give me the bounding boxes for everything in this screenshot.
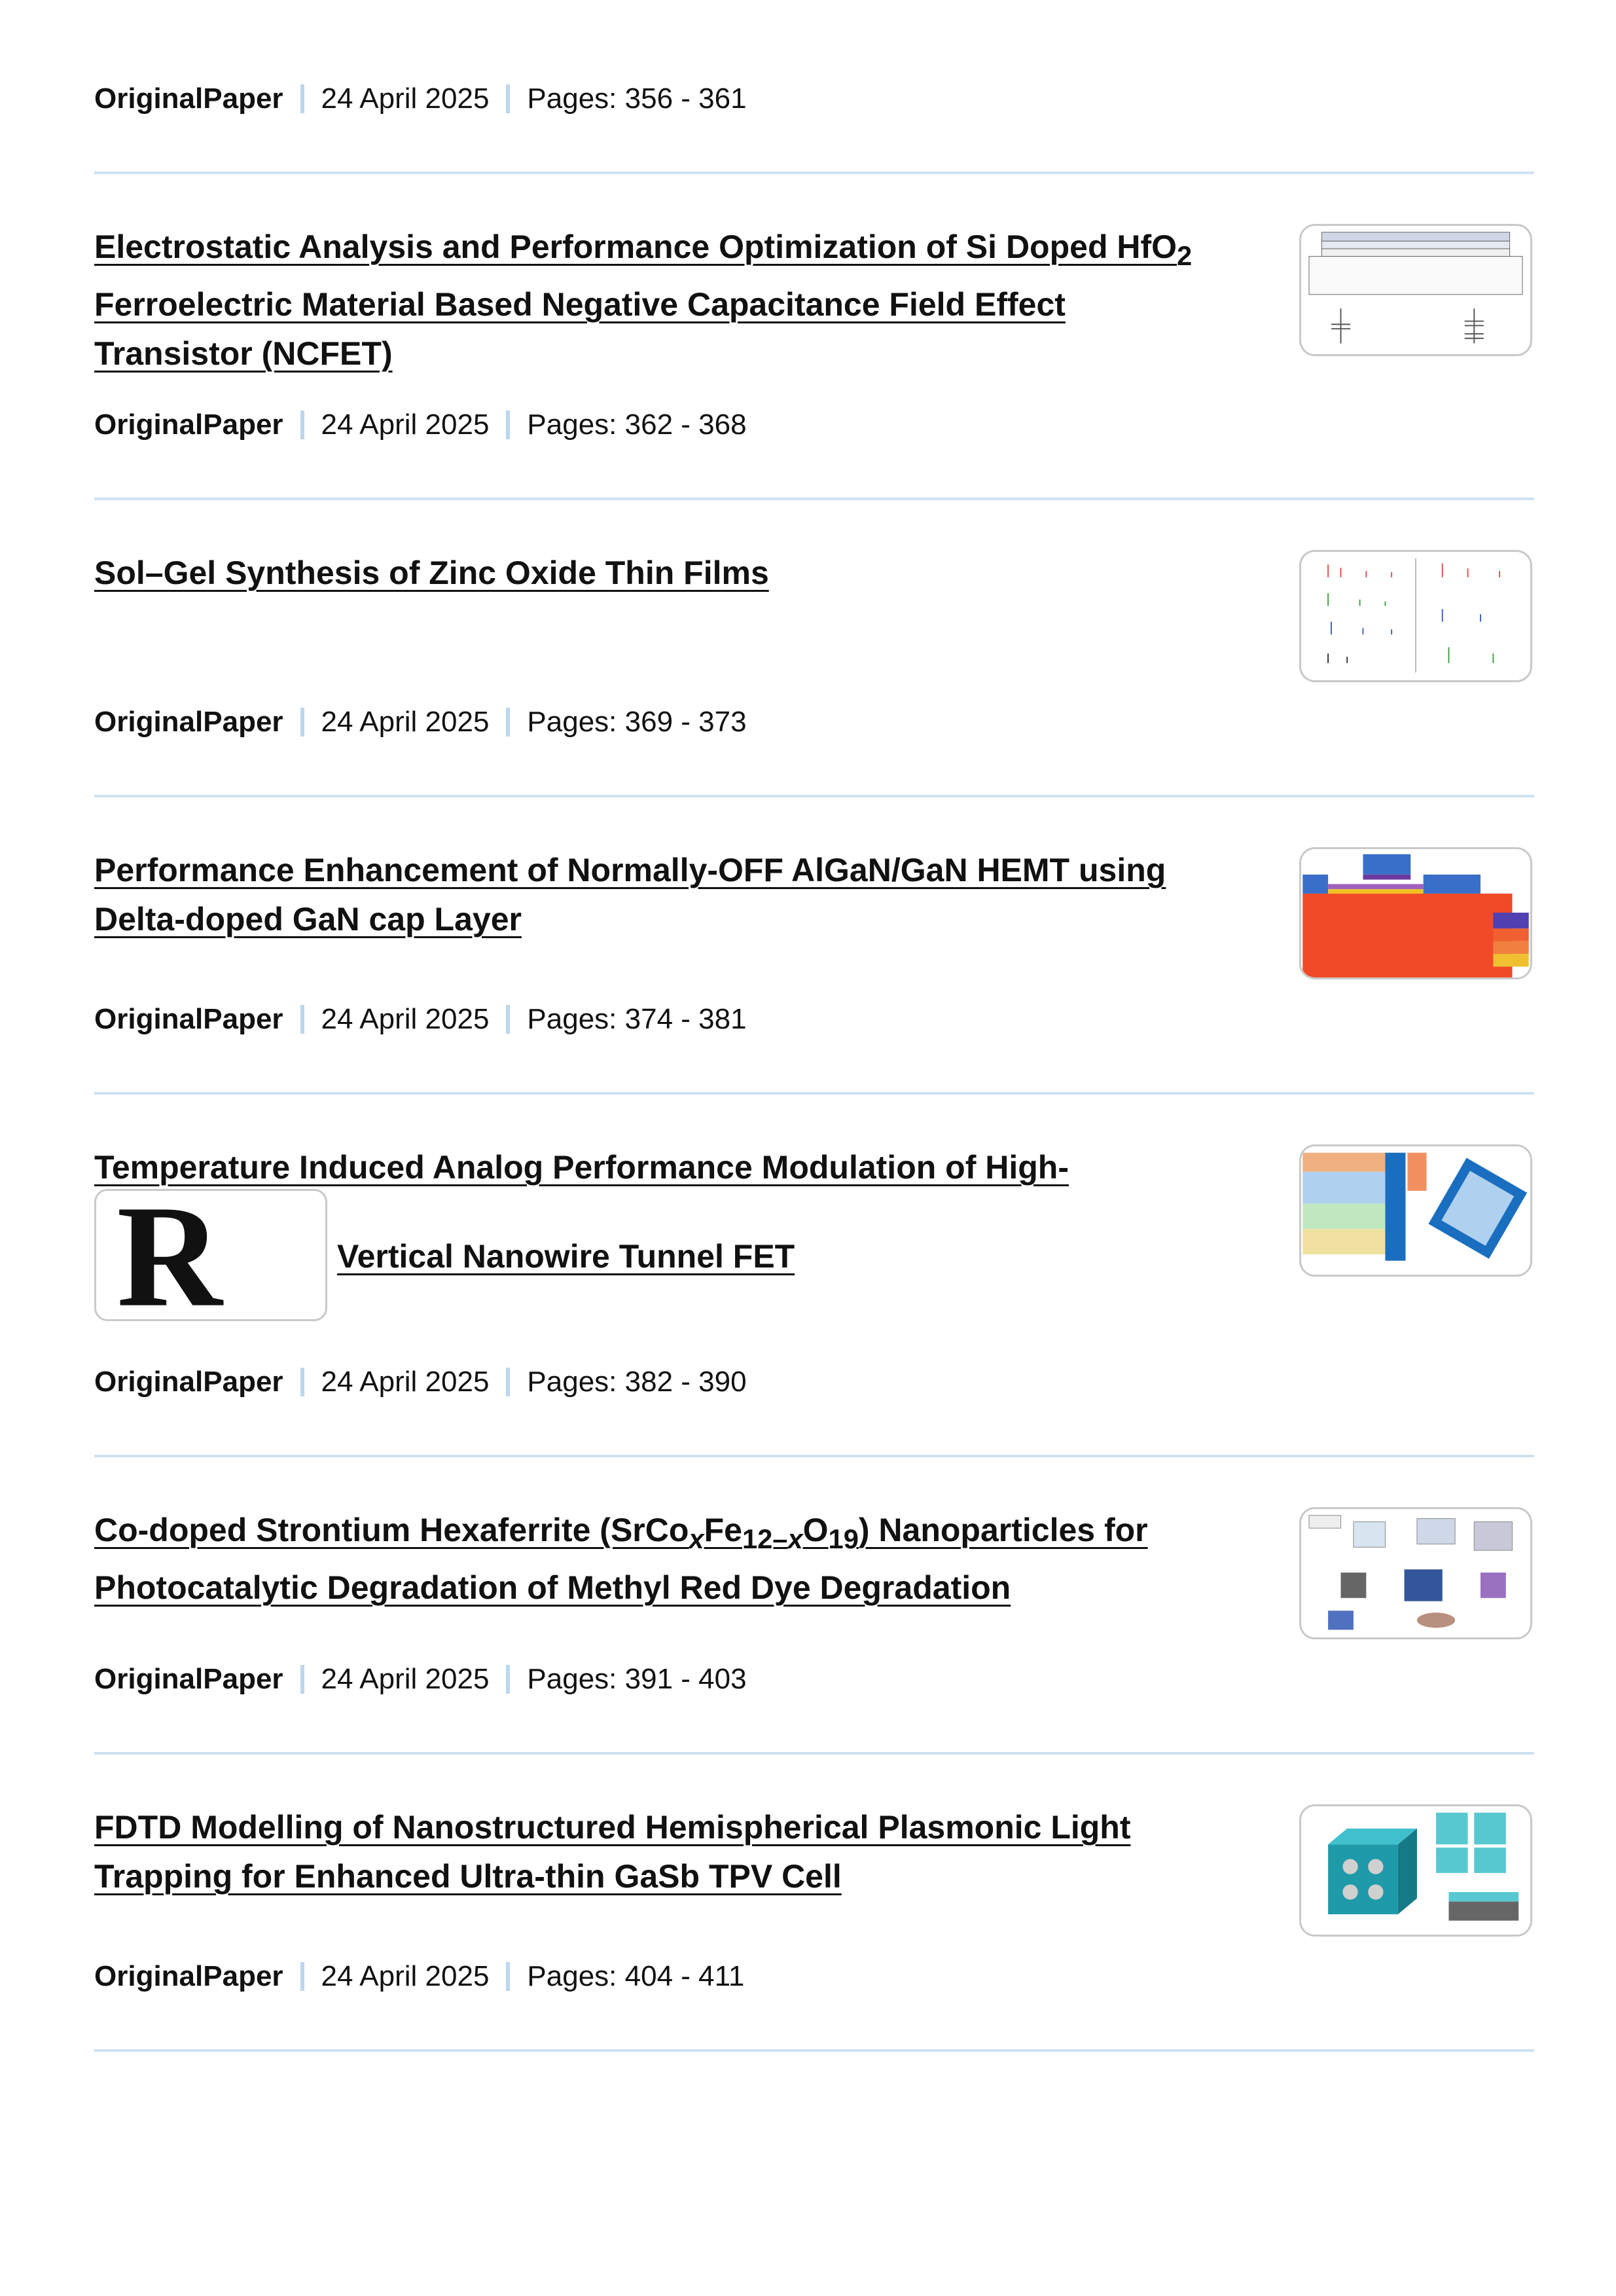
article-pages: Pages: 382 - 390 [527,1366,747,1398]
article-pages: Pages: 369 - 373 [527,706,747,738]
article-thumbnail[interactable] [1299,1804,1532,1937]
title-line-2: Trapping for Enhanced Ultra-thin GaSb TPV Cell [94,1858,842,1895]
divider [94,172,1534,174]
article-thumbnail[interactable] [1299,1507,1532,1639]
article-title [94,549,1194,598]
article-thumbnail[interactable] [1299,550,1532,682]
title-line-1: Performance Enhancement of Normally-OFF AlGaN/GaN HEMT using [94,852,1166,888]
article-title [94,1803,1194,1901]
divider [94,2049,1534,2052]
article-title-link[interactable]: Co-doped Strontium Hexaferrite $(SrCo_xFe_{12-x}O_{19})$ Nanoparticles for Photocatalytic Degradation of Methyl Red Dye Degradation [94,1512,1148,1606]
article-title [94,1143,1194,1192]
separator [506,84,510,113]
separator [506,1368,510,1396]
article-meta [94,1663,747,1696]
article-date: 24 April 2025 [321,409,490,441]
separator [300,410,304,439]
separator [506,1962,510,1991]
divider [94,1455,1534,1457]
divider [94,795,1534,797]
article-title-link[interactable]: Electrostatic Analysis and Performance Optimization of Si Doped HfO$_2$ Ferroelectric Material Based Negative Capacitance Field Effect Transistor (NCFET) [94,228,1193,372]
article-title-link-2[interactable]: Vertical Nanowire Tunnel FET [337,1238,795,1275]
hemt-structure-image [1301,849,1530,977]
article-date: 24 April 2025 [321,1663,490,1695]
article-date: 24 April 2025 [321,1003,490,1035]
plasmonic-cell-image [1301,1806,1530,1935]
r-letter-icon [96,1191,325,1319]
article-title-link[interactable]: Sol–Gel Synthesis of Zinc Oxide Thin Films [94,555,769,591]
article-pages: Pages: 374 - 381 [527,1003,747,1035]
article-pages: Pages: 404 - 411 [527,1960,745,1992]
article-type: OriginalPaper [94,409,283,441]
nanowire-tfet-image [1301,1146,1530,1275]
article-meta [94,706,747,738]
divider [94,1752,1534,1755]
separator [506,1665,510,1694]
article-thumbnail[interactable] [1299,224,1532,356]
article-type: OriginalPaper [94,706,283,738]
article-title-continued [337,1232,1188,1281]
article-type: OriginalPaper [94,1366,283,1398]
article-thumbnail[interactable] [1299,1144,1532,1277]
article-pages: Pages: 356 - 361 [527,82,747,115]
article-date: 24 April 2025 [321,82,490,115]
article-title [94,223,1194,378]
article-date: 24 April 2025 [321,1960,490,1992]
article-meta [94,409,747,441]
article-date: 24 April 2025 [321,1366,490,1398]
article-title-link[interactable] [94,852,1166,938]
ncfet-structure-image [1301,226,1530,354]
separator [506,708,510,737]
article-type: OriginalPaper [94,1663,283,1695]
article-title [94,846,1194,944]
article-type: OriginalPaper [94,1960,283,1992]
article-title-link[interactable]: Temperature Induced Analog Performance Modulation of High- [94,1149,1069,1186]
article-meta [94,82,747,115]
title-line-2: Delta-doped GaN cap Layer [94,901,522,938]
article-pages: Pages: 362 - 368 [527,409,747,441]
divider [94,1092,1534,1095]
broken-image-logo [94,1189,327,1321]
article-type: OriginalPaper [94,1003,283,1035]
article-meta [94,1366,747,1398]
synthesis-process-image [1301,1509,1530,1637]
separator [506,1005,510,1034]
separator [300,1005,304,1034]
xrd-spectra-image [1301,552,1530,680]
article-meta [94,1003,747,1036]
article-title [94,1506,1194,1613]
separator [300,84,304,113]
separator [300,708,304,737]
article-title-link[interactable] [94,1809,1131,1895]
article-type: OriginalPaper [94,82,283,115]
separator [300,1665,304,1694]
divider [94,498,1534,500]
article-meta [94,1960,744,1993]
svg-text:R: R [117,1191,223,1319]
article-thumbnail[interactable] [1299,847,1532,979]
article-date: 24 April 2025 [321,706,490,738]
separator [506,410,510,439]
separator [300,1368,304,1396]
title-line-1: FDTD Modelling of Nanostructured Hemispherical Plasmonic Light [94,1809,1131,1846]
separator [300,1962,304,1991]
article-pages: Pages: 391 - 403 [527,1663,747,1695]
